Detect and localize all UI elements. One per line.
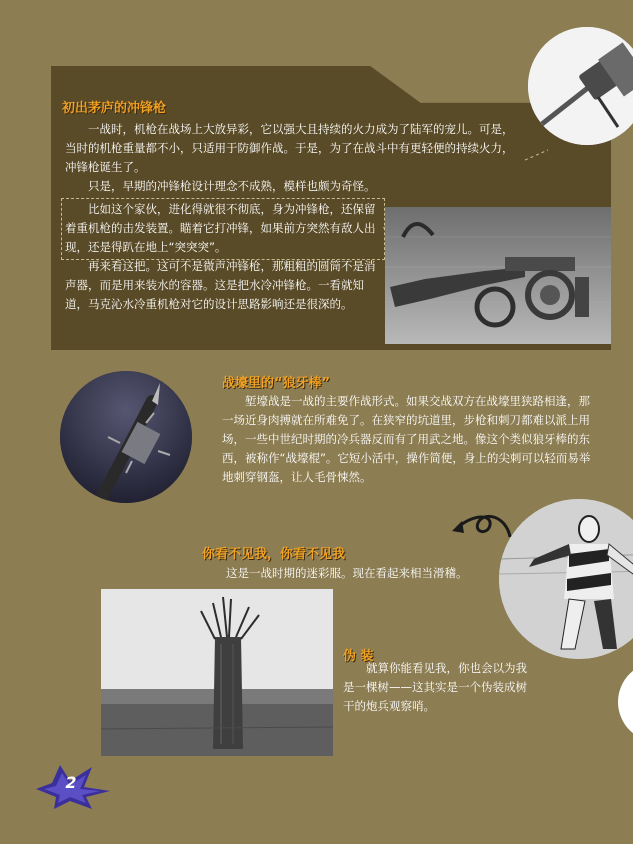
- section1-paragraph-4: 再来看这把。这可不是微声冲锋枪，那粗粗的圆筒不是消声器，而是用来装水的容器。这是把水冷冲锋枪。一看就知道，马克沁水冷重机枪对它的设计思路影响还是很深的。: [65, 259, 376, 311]
- page-number-badge: [30, 759, 114, 811]
- section2-title: 战壕里的“狼牙棒”: [222, 376, 331, 391]
- section1-title: 初出茅庐的冲锋枪: [62, 101, 167, 116]
- section3-paragraph-1: 这是一战时期的迷彩服。现在看起来相当滑稽。: [226, 566, 468, 580]
- section3-text: [226, 564, 516, 583]
- photo-water-cooled-smg: [385, 207, 611, 344]
- section4-paragraph-1: 就算你能看见我，你也会以为我是一棵树——这其实是一个伪装成树干的炮兵观察哨。: [343, 661, 527, 713]
- section4-text: [343, 659, 538, 716]
- photo-trench-club: [60, 371, 192, 503]
- section3-title: 你看不见我，你看不见我: [202, 547, 346, 562]
- section1-paragraph-3: 比如这个家伙，进化得就很不彻底，身为冲锋枪，还保留着重机枪的击发装置。瞄着它打冲锋，如果前方突然有敌人出现，还是得趴在地上“突突突”。: [65, 202, 376, 254]
- section1-paragraph-1: 一战时，机枪在战场上大放异彩，它以强大且持续的火力成为了陆军的宠儿。可是，当时的机枪重量都不小，只适用于防御作战。于是，为了在战斗中有更轻便的持续火力，冲锋枪诞生了。: [65, 122, 514, 174]
- section4-title: 伪 装: [343, 649, 374, 664]
- page-number: 2: [65, 773, 77, 792]
- photo-tree-observation-post: [101, 589, 333, 756]
- section2-paragraph-1: 堑壕战是一战的主要作战形式。如果交战双方在战壕里狭路相逢，那一场近身肉搏就在所难免了。在狭窄的坑道里，步枪和刺刀都难以派上用场，一些中世纪时期的冷兵器反而有了用武之地。像这个类似狼牙棒的东西，被称作“战壕棍”。它短小活中，操作简便，身上的尖刺可以轻而易举地刺穿钢盔，让人毛骨悚然。: [222, 394, 591, 484]
- section2-text: [222, 392, 592, 487]
- section1-paragraph-2: 只是，早期的冲锋枪设计理念不成熟，模样也颇为奇怪。: [88, 179, 376, 193]
